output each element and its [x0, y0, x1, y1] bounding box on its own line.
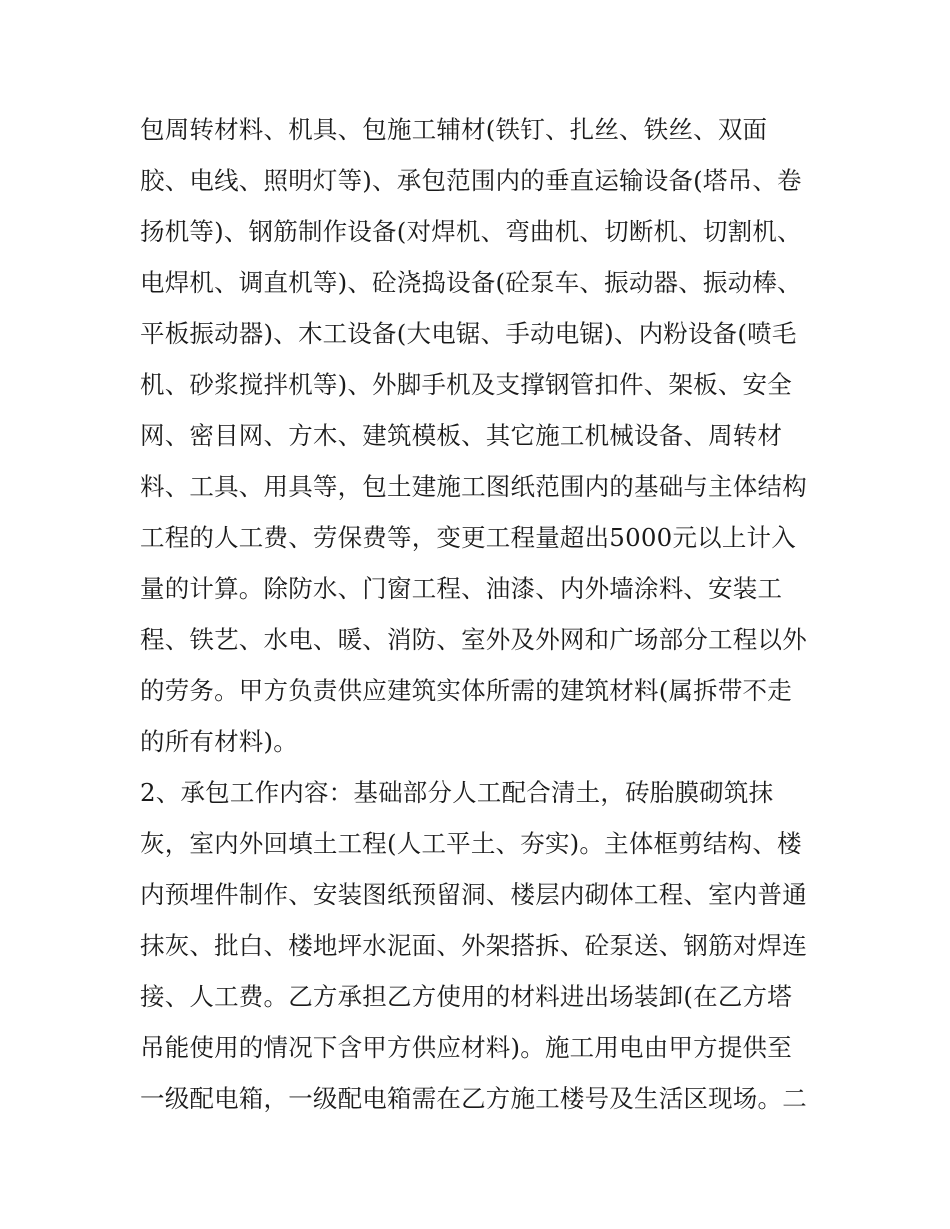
- text-line: 内预埋件制作、安装图纸预留洞、楼层内砌体工程、室内普通: [140, 880, 807, 909]
- text-line: 量的计算。除防水、门窗工程、油漆、内外墙涂料、安装工: [140, 574, 783, 603]
- text-line: 抹灰、批白、楼地坪水泥面、外架搭拆、砼泵送、钢筋对焊连: [140, 931, 807, 960]
- text-line: 接、人工费。乙方承担乙方使用的材料进出场装卸(在乙方塔: [140, 982, 792, 1011]
- body-text: [140, 104, 830, 1124]
- text-line: 料、工具、用具等，包土建施工图纸范围内的基础与主体结构: [140, 472, 807, 501]
- text-line: 机、砂浆搅拌机等)、外脚手机及支撑钢管扣件、架板、安全: [140, 370, 792, 399]
- text-line: 的劳务。甲方负责供应建筑实体所需的建筑材料(属拆带不走: [140, 676, 792, 705]
- text-line: 吊能使用的情况下含甲方供应材料)。施工用电由甲方提供至: [140, 1033, 792, 1062]
- text-line: 程、铁艺、水电、暖、消防、室外及外网和广场部分工程以外: [140, 625, 807, 654]
- text-line: 2、承包工作内容：基础部分人工配合清土，砖胎膜砌筑抹: [140, 778, 774, 807]
- text-line: 平板振动器)、木工设备(大电锯、手动电锯)、内粉设备(喷毛: [140, 319, 797, 348]
- text-line: 工程的人工费、劳保费等，变更工程量超出5000元以上计入: [140, 523, 796, 552]
- text-line: 的所有材料)。: [140, 727, 298, 756]
- text-line: 灰，室内外回填土工程(人工平土、夯实)。主体框剪结构、楼: [140, 829, 802, 858]
- text-line: 网、密目网、方木、建筑模板、其它施工机械设备、周转材: [140, 421, 783, 450]
- text-line: 扬机等)、钢筋制作设备(对焊机、弯曲机、切断机、切割机、: [140, 217, 802, 246]
- text-line: 包周转材料、机具、包施工辅材(铁钉、扎丝、铁丝、双面: [140, 115, 768, 144]
- text-line: 一级配电箱，一级配电箱需在乙方施工楼号及生活区现场。二: [140, 1084, 807, 1113]
- text-line: 胶、电线、照明灯等)、承包范围内的垂直运输设备(塔吊、卷: [140, 166, 802, 195]
- text-line: 电焊机、调直机等)、砼浇捣设备(砼泵车、振动器、振动棒、: [140, 268, 802, 297]
